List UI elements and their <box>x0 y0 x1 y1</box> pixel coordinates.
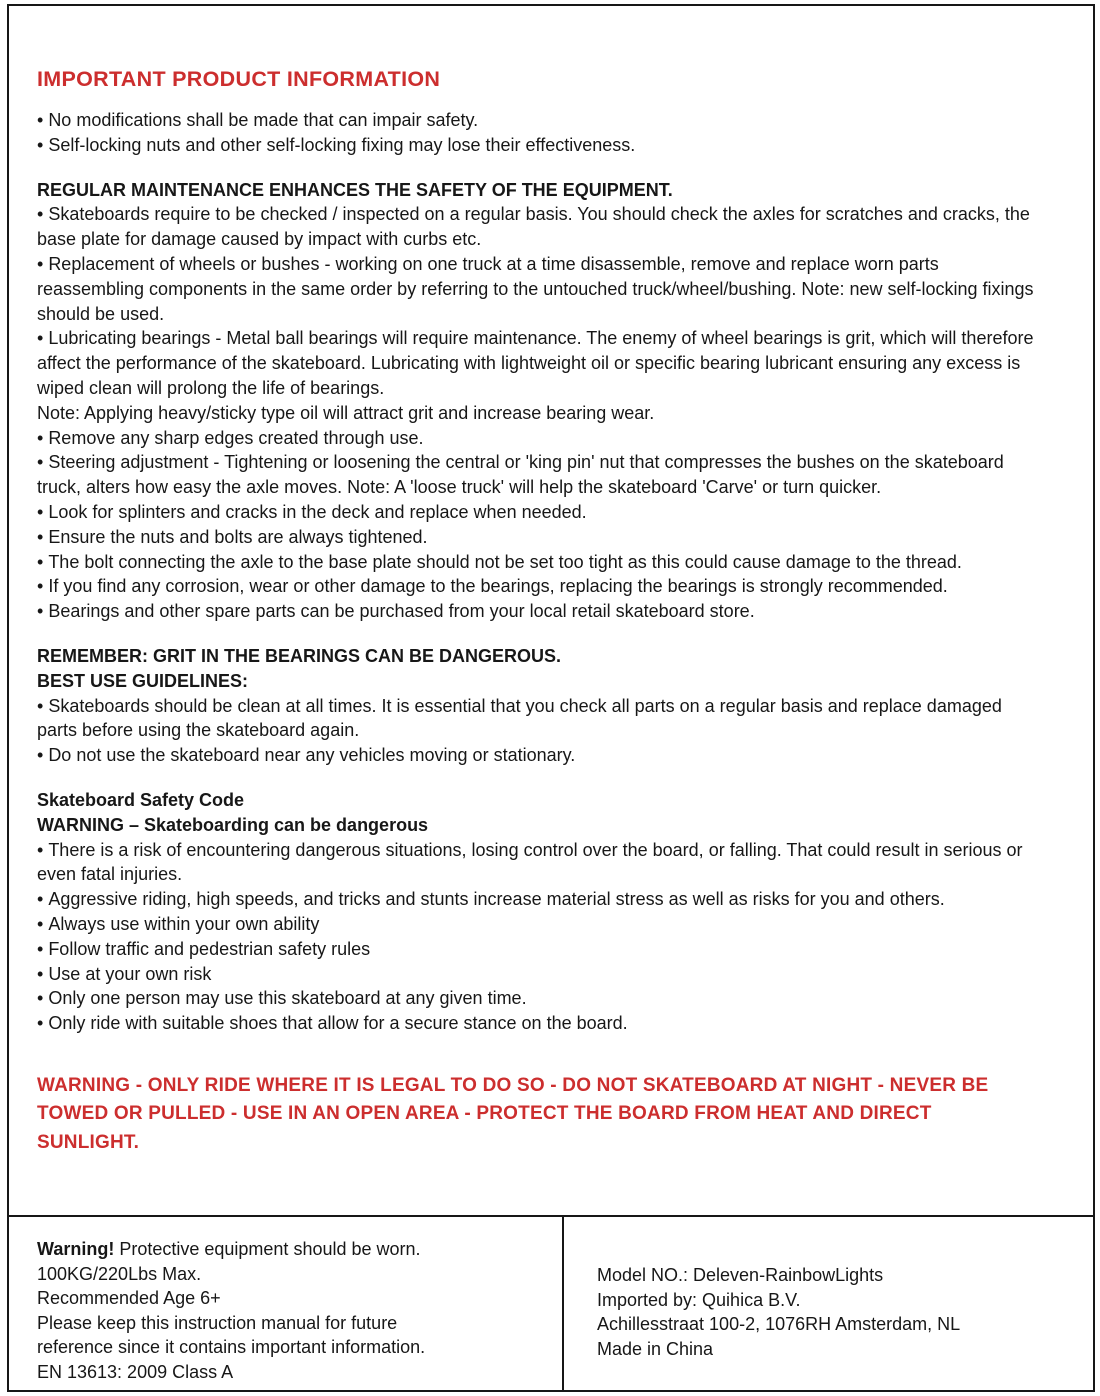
bullet-item: • Use at your own risk <box>37 962 1045 987</box>
section-heading-safety-code: Skateboard Safety Code <box>37 789 245 810</box>
page-title: IMPORTANT PRODUCT INFORMATION <box>37 67 441 91</box>
bullet-item: • Remove any sharp edges created through use. <box>37 426 1045 451</box>
bullet-item: • Only one person may use this skateboard at any given time. <box>37 986 1045 1011</box>
warning-banner-line: TOWED OR PULLED - USE IN AN OPEN AREA - PROTECT THE BOARD FROM HEAT AND DIRECT <box>37 1103 932 1125</box>
bullet-item: • No modifications shall be made that can impair safety. <box>37 108 1045 133</box>
bullet-item: • If you find any corrosion, wear or other damage to the bearings, replacing the bearings is strongly recommended. <box>37 574 1045 599</box>
bullet-item: • Lubricating bearings - Metal ball bearings will require maintenance. The enemy of wheel bearings is grit, which will therefore affect the performance of the skateboard. Lubricating with lightweight oil or specific bearing lubricant ensuring any excess is wiped clean will prolong the life of bearings. <box>37 326 1045 400</box>
warning-banner-line: WARNING - ONLY RIDE WHERE IT IS LEGAL TO DO SO - DO NOT SKATEBOARD AT NIGHT - NEVER BE <box>37 1074 989 1096</box>
bullet-item: • Always use within your own ability <box>37 912 1045 937</box>
bullet-item: • Self-locking nuts and other self-locking fixing may lose their effectiveness. <box>37 133 1045 158</box>
footer-text-line: Imported by: Quihica B.V. <box>597 1289 801 1310</box>
section-heading-maintenance: REGULAR MAINTENANCE ENHANCES THE SAFETY OF THE EQUIPMENT. <box>37 179 673 200</box>
bullet-item: • There is a risk of encountering dangerous situations, losing control over the board, or falling. That could result in serious or even fatal injuries. <box>37 838 1045 888</box>
bullet-item: • Follow traffic and pedestrian safety rules <box>37 937 1045 962</box>
bullet-item: • Look for splinters and cracks in the deck and replace when needed. <box>37 500 1045 525</box>
note-line: Note: Applying heavy/sticky type oil will attract grit and increase bearing wear. <box>37 402 655 423</box>
bullet-item: • Do not use the skateboard near any vehicles moving or stationary. <box>37 743 1045 768</box>
footer-model-box <box>564 1217 1093 1390</box>
footer-text-line: Made in China <box>597 1338 714 1359</box>
footer-text-line: 100KG/220Lbs Max. <box>37 1263 202 1284</box>
main-content <box>9 6 1093 1215</box>
bullet-item: • Replacement of wheels or bushes - working on one truck at a time disassemble, remove and replace worn parts reassembling components in the same order by referring to the untouched truck/wheel/bushing. Note: new self-locking fixings should be used. <box>37 252 1045 326</box>
bullet-item: • Aggressive riding, high speeds, and tricks and stunts increase material stress as well as risks for you and others. <box>37 887 1045 912</box>
footer-text-line: Recommended Age 6+ <box>37 1288 221 1308</box>
footer-warning-lead-rest: Protective equipment should be worn. <box>119 1239 421 1259</box>
bullet-item: • The bolt connecting the axle to the base plate should not be set too tight as this could cause damage to the thread. <box>37 550 1045 575</box>
footer-warning-box <box>9 1217 564 1390</box>
document-border-frame <box>7 4 1095 1392</box>
footer-text-line: Achillesstraat 100-2, 1076RH Amsterdam, NL <box>597 1314 961 1334</box>
bullet-item: • Only ride with suitable shoes that allow for a secure stance on the board. <box>37 1011 1045 1036</box>
bullet-item: • Skateboards should be clean at all times. It is essential that you check all parts on a regular basis and replace damaged parts before using the skateboard again. <box>37 694 1045 744</box>
section-heading-remember: REMEMBER: GRIT IN THE BEARINGS CAN BE DANGEROUS. <box>37 645 562 666</box>
warning-banner <box>37 1072 1045 1158</box>
warning-banner-line: SUNLIGHT. <box>37 1131 140 1153</box>
footer-text-line: Please keep this instruction manual for future <box>37 1312 398 1333</box>
footer-text-line: Model NO.: Deleven-RainbowLights <box>597 1265 884 1285</box>
bullet-item: • Ensure the nuts and bolts are always tightened. <box>37 525 1045 550</box>
bullet-item: • Bearings and other spare parts can be purchased from your local retail skateboard store. <box>37 599 1045 624</box>
bullet-item: • Skateboards require to be checked / inspected on a regular basis. You should check the axles for scratches and cracks, the base plate for damage caused by impact with curbs etc. <box>37 202 1045 252</box>
footer-text-line: EN 13613: 2009 Class A <box>37 1361 234 1382</box>
section-heading-warning-sub: WARNING – Skateboarding can be dangerous <box>37 814 429 835</box>
footer-warning-lead: Warning! <box>37 1239 115 1259</box>
section-heading-best-use: BEST USE GUIDELINES: <box>37 670 249 691</box>
bullet-item: • Steering adjustment - Tightening or loosening the central or 'king pin' nut that compresses the bushes on the skateboard truck, alters how easy the axle moves. Note: A 'loose truck' will help the skateboard 'Carve' or turn quicker. <box>37 450 1045 500</box>
footer-text-line: reference since it contains important information. <box>37 1337 426 1357</box>
footer-row <box>9 1215 1093 1390</box>
footer-warning-line <box>37 1237 552 1262</box>
